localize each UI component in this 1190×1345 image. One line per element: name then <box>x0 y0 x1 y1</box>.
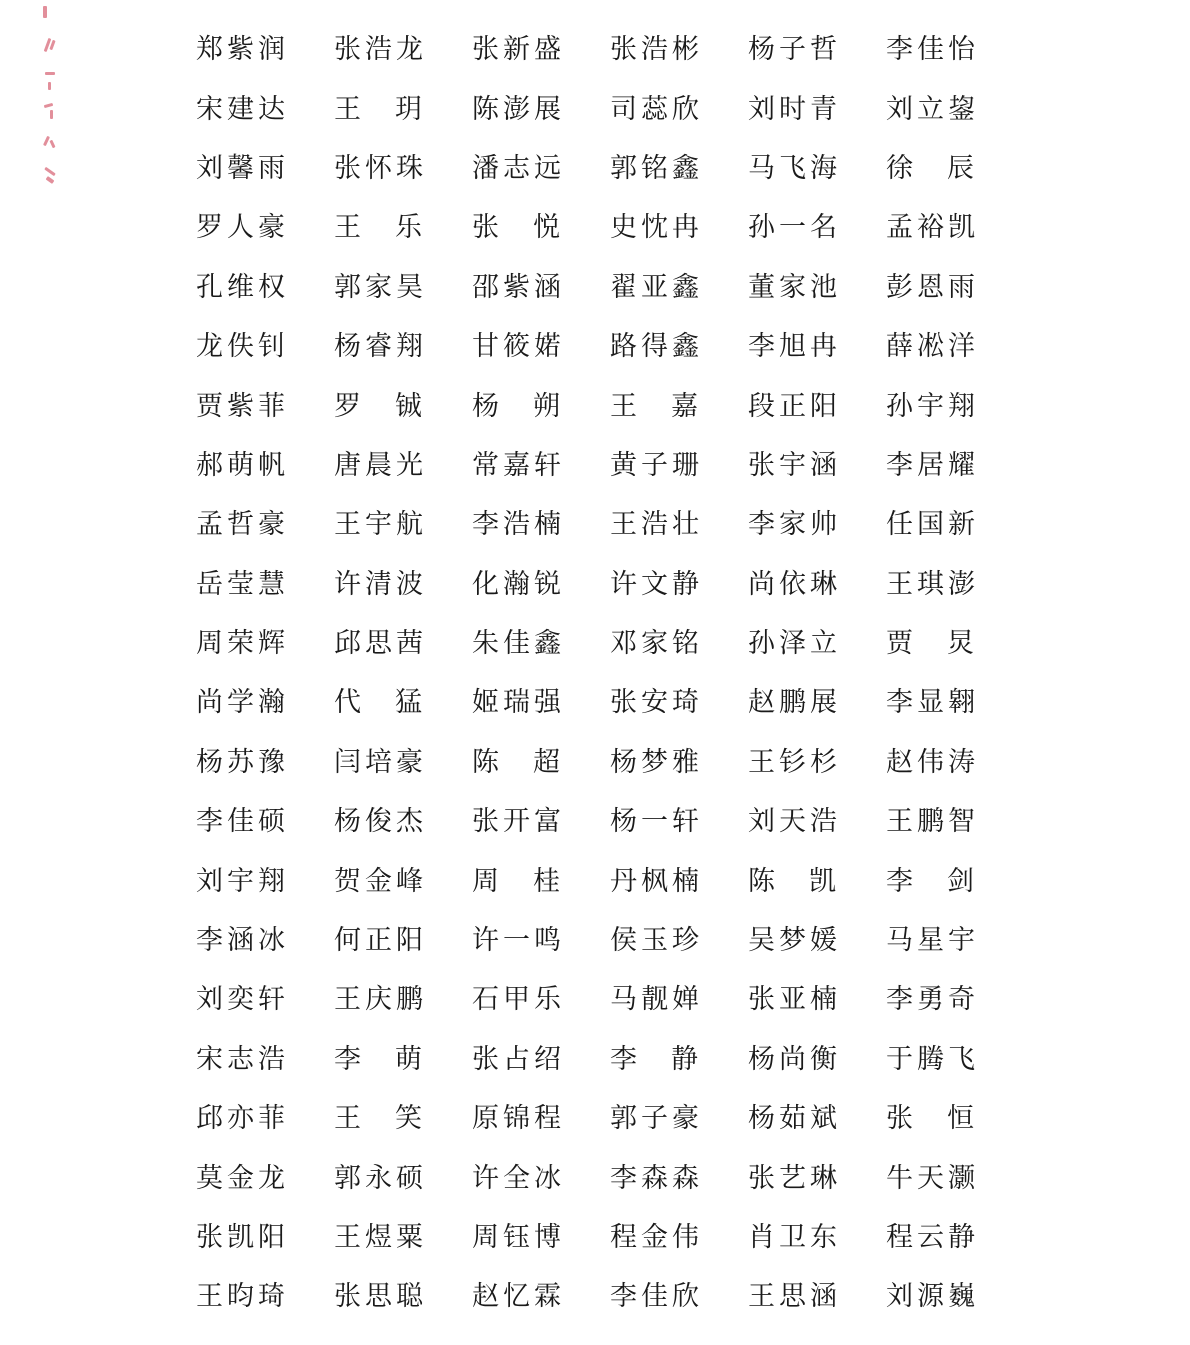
name-entry: 王 钐 杉 <box>748 746 841 778</box>
name-entry: 程 金 伟 <box>610 1222 703 1253</box>
name-entry: 石 甲 乐 <box>472 984 565 1016</box>
name-entry: 侯 玉 珍 <box>610 925 703 957</box>
name-entry: 王 玥 <box>334 93 426 125</box>
name-entry: 李 佳 硕 <box>196 806 289 838</box>
stamp-fragment <box>40 4 62 186</box>
name-entry: 孙 泽 立 <box>748 628 841 660</box>
name-entry: 李 居 耀 <box>886 449 979 481</box>
name-entry: 张 占 绍 <box>472 1043 565 1075</box>
name-entry: 陈 澎 展 <box>472 93 565 125</box>
name-entry: 郝 萌 帆 <box>196 449 289 481</box>
name-entry: 刘 宇 翔 <box>196 865 289 897</box>
name-entry: 王 琪 澎 <box>886 568 979 600</box>
name-entry: 李 浩 楠 <box>472 509 565 541</box>
name-entry: 张 思 聪 <box>334 1281 427 1313</box>
name-entry: 杨 子 哲 <box>748 34 841 66</box>
name-entry: 郭 家 昊 <box>334 271 427 303</box>
name-entry: 刘 时 青 <box>748 93 841 125</box>
name-entry: 李 勇 奇 <box>886 984 979 1016</box>
name-entry: 姬 瑞 强 <box>472 687 565 719</box>
name-entry: 司 蕊 欣 <box>610 93 703 125</box>
name-entry: 宋 志 浩 <box>196 1043 289 1075</box>
name-entry: 宋 建 达 <box>196 93 289 125</box>
name-entry: 杨 睿 翔 <box>334 331 427 363</box>
name-entry: 黄 子 珊 <box>610 449 703 481</box>
name-entry: 张 开 富 <box>472 806 565 838</box>
name-entry: 郭 子 豪 <box>610 1103 703 1135</box>
name-entry: 周 钰 博 <box>472 1222 565 1253</box>
name-entry: 刘 馨 雨 <box>196 152 289 184</box>
name-entry: 丹 枫 楠 <box>610 865 703 897</box>
name-entry: 张 浩 龙 <box>334 34 427 66</box>
name-entry: 李 旭 冉 <box>748 331 841 363</box>
name-entry: 彭 恩 雨 <box>886 271 979 303</box>
name-entry: 路 得 鑫 <box>610 331 703 363</box>
name-entry: 李 涵 冰 <box>196 925 289 957</box>
name-entry: 杨 朔 <box>472 390 564 422</box>
name-entry: 李 静 <box>610 1043 702 1075</box>
name-entry: 李 显 翱 <box>886 687 979 719</box>
name-entry: 刘 源 巍 <box>886 1281 979 1313</box>
name-entry: 张 安 琦 <box>610 687 703 719</box>
name-entry: 邱 思 茜 <box>334 628 427 660</box>
name-entry: 周 桂 <box>472 865 564 897</box>
name-entry: 王 煜 粟 <box>334 1222 427 1253</box>
name-entry: 李 剑 <box>886 865 978 897</box>
name-entry: 张 怀 珠 <box>334 152 427 184</box>
name-entry: 陈 超 <box>472 746 564 778</box>
name-entry: 赵 伟 涛 <box>886 746 979 778</box>
name-entry: 原 锦 程 <box>472 1103 565 1135</box>
name-entry: 尚 依 琳 <box>748 568 841 600</box>
name-entry: 张 亚 楠 <box>748 984 841 1016</box>
name-entry: 杨 茹 斌 <box>748 1103 841 1135</box>
name-entry: 王 浩 壮 <box>610 509 703 541</box>
name-entry: 杨 梦 雅 <box>610 746 703 778</box>
name-entry: 王 思 涵 <box>748 1281 841 1313</box>
name-entry: 牛 天 灏 <box>886 1162 979 1194</box>
name-entry: 徐 辰 <box>886 152 978 184</box>
name-entry: 薛 凇 洋 <box>886 331 979 363</box>
name-entry: 李 佳 怡 <box>886 34 979 66</box>
name-entry: 张 艺 琳 <box>748 1162 841 1194</box>
name-entry: 王 鹏 智 <box>886 806 979 838</box>
name-entry: 赵 忆 霖 <box>472 1281 565 1313</box>
name-entry: 李 森 森 <box>610 1162 703 1194</box>
name-entry: 罗 人 豪 <box>196 212 289 244</box>
name-entry: 常 嘉 轩 <box>472 449 565 481</box>
name-entry: 于 腾 飞 <box>886 1043 979 1075</box>
name-entry: 王 昀 琦 <box>196 1281 289 1313</box>
name-entry: 何 正 阳 <box>334 925 427 957</box>
name-entry: 化 瀚 锐 <box>472 568 565 600</box>
name-entry: 张 恒 <box>886 1103 978 1135</box>
name-entry: 张 悦 <box>472 212 564 244</box>
name-entry: 龙 佚 钊 <box>196 331 289 363</box>
name-entry: 赵 鹏 展 <box>748 687 841 719</box>
name-entry: 王 嘉 <box>610 390 702 422</box>
name-entry: 孟 哲 豪 <box>196 509 289 541</box>
name-entry: 翟 亚 鑫 <box>610 271 703 303</box>
name-entry: 杨 俊 杰 <box>334 806 427 838</box>
name-entry: 许 一 鸣 <box>472 925 565 957</box>
name-entry: 王 乐 <box>334 212 426 244</box>
name-entry: 莫 金 龙 <box>196 1162 289 1194</box>
name-entry: 孔 维 权 <box>196 271 289 303</box>
name-entry: 张 浩 彬 <box>610 34 703 66</box>
name-entry: 马 靓 婵 <box>610 984 703 1016</box>
name-entry: 张 宇 涵 <box>748 449 841 481</box>
name-entry: 董 家 池 <box>748 271 841 303</box>
name-entry: 贾 炅 <box>886 628 978 660</box>
name-entry: 孟 裕 凯 <box>886 212 979 244</box>
name-entry: 杨 苏 豫 <box>196 746 289 778</box>
name-list <box>180 20 1008 1327</box>
name-entry: 段 正 阳 <box>748 390 841 422</box>
name-entry: 许 文 静 <box>610 568 703 600</box>
name-entry: 张 新 盛 <box>472 34 565 66</box>
name-entry: 唐 晨 光 <box>334 449 427 481</box>
name-entry: 孙 一 名 <box>748 212 841 244</box>
name-entry: 孙 宇 翔 <box>886 390 979 422</box>
name-entry: 王 宇 航 <box>334 509 427 541</box>
name-entry: 甘 筱 婼 <box>472 331 565 363</box>
name-entry: 郭 铭 鑫 <box>610 152 703 184</box>
name-entry: 程 云 静 <box>886 1222 979 1253</box>
name-entry: 潘 志 远 <box>472 152 565 184</box>
name-entry: 闫 培 豪 <box>334 746 427 778</box>
name-entry: 任 国 新 <box>886 509 979 541</box>
name-entry: 郑 紫 润 <box>196 34 289 66</box>
name-entry: 邱 亦 菲 <box>196 1103 289 1135</box>
name-entry: 马 星 宇 <box>886 925 979 957</box>
name-entry: 李 佳 欣 <box>610 1281 703 1313</box>
name-entry: 许 全 冰 <box>472 1162 565 1194</box>
name-entry: 马 飞 海 <box>748 152 841 184</box>
name-entry: 朱 佳 鑫 <box>472 628 565 660</box>
name-entry: 李 家 帅 <box>748 509 841 541</box>
name-entry: 王 笑 <box>334 1103 426 1135</box>
name-entry: 岳 莹 慧 <box>196 568 289 600</box>
name-entry: 邵 紫 涵 <box>472 271 565 303</box>
name-entry: 史 忱 冉 <box>610 212 703 244</box>
name-entry: 尚 学 瀚 <box>196 687 289 719</box>
name-entry: 罗 铖 <box>334 390 426 422</box>
name-entry: 李 萌 <box>334 1043 426 1075</box>
name-entry: 贾 紫 菲 <box>196 390 289 422</box>
name-entry: 代 猛 <box>334 687 426 719</box>
name-entry: 吴 梦 媛 <box>748 925 841 957</box>
name-entry: 刘 天 浩 <box>748 806 841 838</box>
name-entry: 张 凯 阳 <box>196 1222 289 1253</box>
name-entry: 周 荣 辉 <box>196 628 289 660</box>
name-entry: 刘 立 鋆 <box>886 93 979 125</box>
name-entry: 陈 凯 <box>748 865 840 897</box>
name-entry: 王 庆 鹏 <box>334 984 427 1016</box>
name-entry: 杨 尚 衡 <box>748 1043 841 1075</box>
name-entry: 肖 卫 东 <box>748 1222 841 1253</box>
name-entry: 郭 永 硕 <box>334 1162 427 1194</box>
name-entry: 杨 一 轩 <box>610 806 703 838</box>
name-entry: 刘 奕 轩 <box>196 984 289 1016</box>
name-entry: 邓 家 铭 <box>610 628 703 660</box>
name-entry: 贺 金 峰 <box>334 865 427 897</box>
name-entry: 许 清 波 <box>334 568 427 600</box>
